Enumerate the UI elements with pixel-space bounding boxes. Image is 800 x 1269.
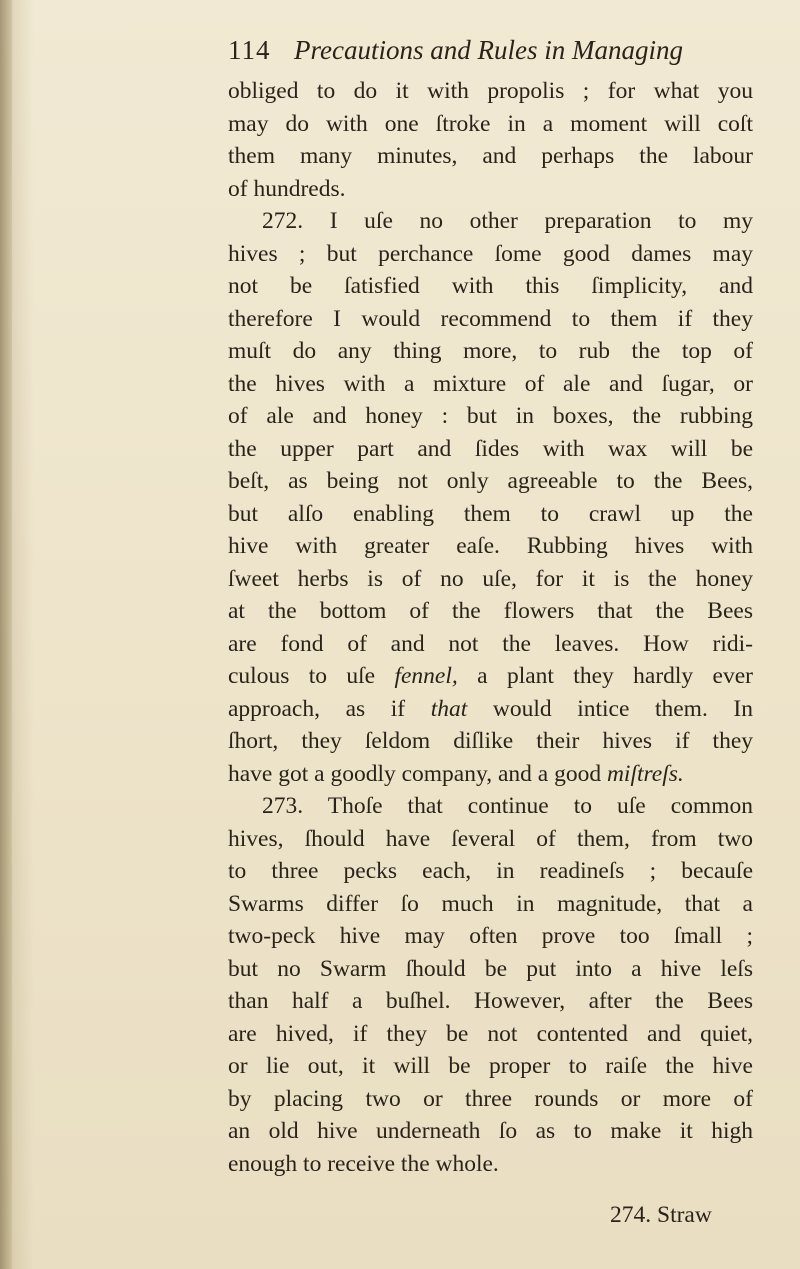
- text-line: beſt, as being not only agreeable to the Bees,: [228, 468, 753, 494]
- paragraph-273-start: 273. Thoſe that continue to uſe common: [262, 793, 753, 819]
- text-line: than half a buſhel. However, after the Bees: [228, 988, 753, 1014]
- running-head: [228, 30, 748, 70]
- italic-word-that: that: [430, 695, 468, 722]
- text-line: the hives with a mixture of ale and ſugar, or: [228, 370, 753, 397]
- text-line: or lie out, it will be proper to raiſe the hive: [228, 1053, 753, 1079]
- body-text: [228, 75, 753, 1180]
- text-line: enough to receive the whole.: [228, 1150, 499, 1177]
- text-line: hives, ſhould have ſeveral of them, from two: [228, 825, 753, 852]
- text-line: but no Swarm ſhould be put into a hive leſs: [228, 955, 753, 982]
- page-number: 114: [228, 35, 271, 65]
- text-fragment: a plant they hardly ever: [457, 663, 753, 689]
- running-title: Precautions and Rules in Managing: [294, 35, 683, 65]
- text-line: are hived, if they be not contented and quiet,: [228, 1020, 753, 1047]
- text-line: two-peck hive may often prove too ſmall ;: [228, 923, 753, 949]
- text-line: at the bottom of the flowers that the Bees: [228, 598, 753, 624]
- text-line: are fond of and not the leaves. How ridi-: [228, 630, 753, 657]
- page-binding-edge: [0, 0, 12, 1269]
- catchword: 274. Straw: [610, 1202, 712, 1228]
- text-line: ſweet herbs is of no uſe, for it is the honey: [228, 565, 753, 592]
- text-line: may do with one ſtroke in a moment will coſt: [228, 110, 753, 137]
- text-line: but alſo enabling them to crawl up the: [228, 500, 753, 527]
- text-fragment: would intice them. In: [467, 695, 754, 722]
- text-line: Swarms differ ſo much in magnitude, that a: [228, 890, 753, 917]
- paragraph-272-start: 272. I uſe no other preparation to my: [262, 208, 753, 234]
- text-line: an old hive underneath ſo as to make it high: [228, 1118, 753, 1144]
- text-line: hives ; but perchance ſome good dames may: [228, 240, 753, 267]
- italic-word-mistress: miſtreſs.: [606, 760, 684, 787]
- text-line: not be ſatisfied with this ſimplicity, and: [228, 273, 753, 299]
- italic-word-fennel: fennel,: [394, 663, 458, 689]
- text-fragment: have got a goodly company, and a good: [228, 760, 602, 787]
- text-fragment: culous to uſe: [228, 663, 376, 689]
- text-line: of hundreds.: [228, 175, 346, 202]
- text-line-mistress: [228, 758, 753, 791]
- text-line: the upper part and ſides with wax will be: [228, 435, 753, 462]
- text-line: of ale and honey : but in boxes, the rubbing: [228, 403, 753, 429]
- text-line: by placing two or three rounds or more of: [228, 1085, 753, 1112]
- text-line: muſt do any thing more, to rub the top of: [228, 338, 753, 364]
- text-line-that: [228, 693, 753, 726]
- text-line: hive with greater eaſe. Rubbing hives with: [228, 533, 753, 559]
- text-line: to three pecks each, in readineſs ; becauſe: [228, 858, 753, 884]
- text-fragment: approach, as if: [228, 695, 406, 722]
- text-line-fennel: [228, 660, 753, 693]
- text-line: obliged to do it with propolis ; for what you: [228, 78, 753, 104]
- text-line: ſhort, they ſeldom diſlike their hives if they: [228, 728, 753, 754]
- text-line: them many minutes, and perhaps the labour: [228, 143, 753, 169]
- text-line: therefore I would recommend to them if they: [228, 305, 753, 332]
